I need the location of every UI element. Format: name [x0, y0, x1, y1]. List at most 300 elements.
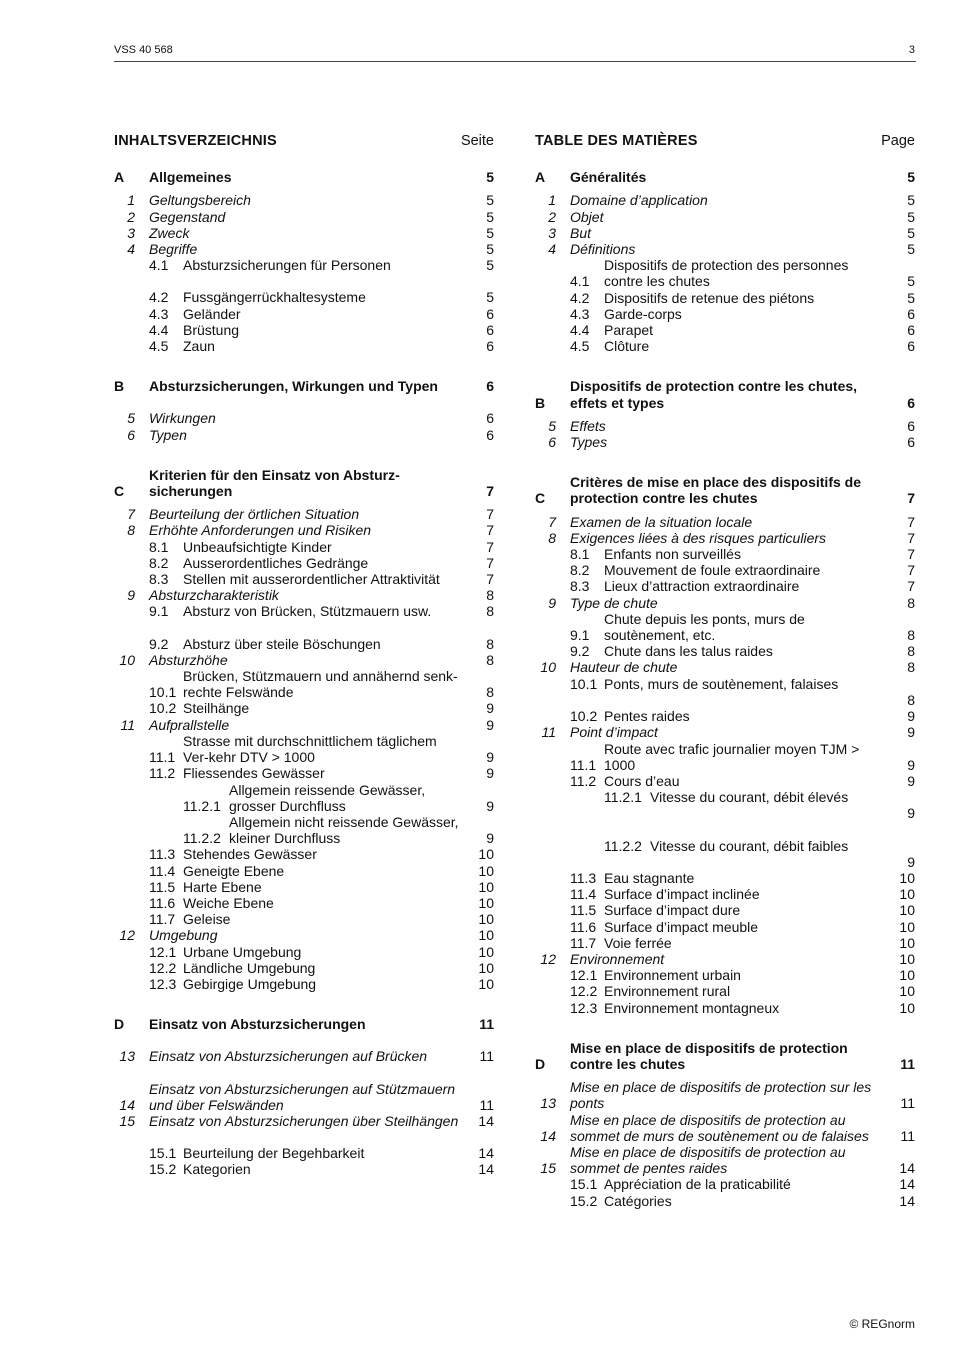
toc-entry-page: 10 — [899, 950, 915, 967]
toc-entry-page: 5 — [907, 192, 915, 209]
toc-entry — [535, 595, 915, 611]
toc-entry-title: Erhöhte Anforderungen und Risiken — [149, 522, 372, 539]
toc-entry-title: Begriffe — [149, 241, 198, 258]
toc-entry — [535, 741, 915, 773]
toc-entry-title: Brüstung — [183, 321, 240, 338]
toc-entry-page: 6 — [486, 426, 494, 443]
toc-entry-title: Environnement montagneux — [604, 999, 780, 1016]
toc-section-title: Allgemeines — [149, 169, 232, 186]
toc-entry-page: 8 — [486, 635, 494, 652]
toc-entry-number: 4.5 — [570, 338, 590, 355]
toc-spacer — [114, 185, 494, 192]
toc-entry-title: Geländer — [183, 305, 241, 322]
toc-entry — [114, 257, 494, 273]
toc-entry-page: 10 — [899, 967, 915, 984]
toc-spacer — [535, 354, 915, 378]
toc-entry-title: Catégories — [604, 1192, 672, 1209]
toc-entry — [114, 1161, 494, 1177]
toc-section-letter: C — [535, 490, 546, 507]
toc-entry-number: 8 — [127, 522, 135, 539]
toc-entry-title: Absturzsicherungen für Personen — [183, 257, 391, 274]
toc-spacer — [114, 1129, 494, 1145]
toc-entry-page: 10 — [478, 846, 494, 863]
toc-entry-title: Environnement rural — [604, 983, 731, 1000]
toc-entry-page: 8 — [907, 627, 915, 644]
toc-entry — [535, 418, 915, 434]
toc-entry — [114, 522, 494, 538]
toc-section-letter: B — [114, 378, 125, 395]
toc-entry — [114, 539, 494, 555]
toc-entry-page: 6 — [486, 321, 494, 338]
toc-entry-number: 4.3 — [570, 305, 590, 322]
toc-section — [535, 378, 915, 410]
toc-entry-title: Surface d’impact inclinée — [604, 886, 760, 903]
document-number: VSS 40 568 — [114, 44, 173, 56]
toc-entry-number: 11 — [120, 716, 135, 733]
toc-entry-number: 3 — [127, 224, 135, 241]
toc-entry-number: 10 — [119, 651, 135, 668]
toc-entry-page: 9 — [486, 830, 494, 847]
toc-entry-page: 6 — [907, 338, 915, 355]
toc-entry-number: 11.2 — [149, 765, 176, 782]
toc-entry — [114, 976, 494, 992]
toc-entry-page: 5 — [907, 169, 915, 186]
toc-entry-page: 7 — [486, 571, 494, 588]
toc-entry-number: 11.3 — [570, 869, 597, 886]
toc-entry-page: 5 — [486, 241, 494, 258]
toc-entry-title: Absturz von Brücken, Stützmauern usw. — [183, 603, 432, 620]
toc-german — [114, 133, 494, 1178]
toc-entry-number: 11.2.2 — [604, 837, 642, 854]
toc-entry-number: 7 — [548, 513, 556, 530]
toc-entry-number: 10 — [540, 659, 556, 676]
toc-entry-title: Gebirgige Umgebung — [183, 975, 317, 992]
toc-section — [114, 1016, 494, 1032]
toc-entry-number: 8.3 — [149, 571, 169, 588]
toc-entry-number: 6 — [127, 426, 135, 443]
toc-entry — [114, 192, 494, 208]
toc-entry-number: 8.3 — [570, 578, 590, 595]
toc-entry-page: 11 — [900, 1127, 915, 1144]
toc-entry-page: 7 — [907, 562, 915, 579]
toc-section-letter: D — [535, 1055, 546, 1072]
toc-entry — [535, 1176, 915, 1192]
toc-entry — [114, 733, 494, 765]
toc-entry-title: Domaine d’application — [570, 192, 708, 209]
toc-entry-page: 6 — [486, 410, 494, 427]
toc-spacer — [535, 450, 915, 474]
toc-entry-page: 5 — [907, 208, 915, 225]
toc-entry-page: 8 — [907, 643, 915, 660]
toc-entry-title: Einsatz von Absturzsicherungen über Steilhängen — [149, 1112, 459, 1129]
toc-entry-page: 10 — [478, 894, 494, 911]
toc-french-entries — [535, 169, 915, 1209]
toc-entry-title: Mise en place de dispositifs de protection sur les ponts — [570, 1079, 872, 1112]
toc-entry-title: Voie ferrée — [604, 934, 672, 951]
toc-entry — [535, 578, 915, 594]
toc-entry-page: 5 — [486, 192, 494, 209]
toc-entry-page: 5 — [907, 289, 915, 306]
toc-entry-title: Brücken, Stützmauern und annähernd senk-rechte Felswände — [183, 668, 458, 701]
toc-entry-title: Steilhänge — [183, 700, 250, 717]
toc-entry-page: 5 — [907, 224, 915, 241]
toc-entry-page: 9 — [486, 765, 494, 782]
toc-entry — [535, 434, 915, 450]
toc-entry-page: 14 — [478, 1112, 494, 1129]
toc-entry-title: Beurteilung der örtlichen Situation — [149, 506, 360, 523]
toc-entry-number: 7 — [127, 506, 135, 523]
toc-entry — [114, 846, 494, 862]
toc-entry-title: Objet — [570, 208, 604, 225]
toc-spacer — [535, 1016, 915, 1040]
toc-entry-number: 12.3 — [149, 975, 177, 992]
toc-entry — [535, 951, 915, 967]
toc-entry — [535, 322, 915, 338]
toc-entry-number: 15.2 — [149, 1161, 177, 1178]
toc-entry-title: Gegenstand — [149, 208, 226, 225]
toc-entry-page: 9 — [486, 716, 494, 733]
toc-entry-page: 9 — [486, 797, 494, 814]
toc-entry-page: 10 — [478, 927, 494, 944]
toc-french-title: TABLE DES MATIÈRES — [535, 133, 698, 149]
toc-entry-title: Eau stagnante — [604, 869, 695, 886]
toc-french-heading — [535, 133, 915, 149]
toc-german-title: INHALTSVERZEICHNIS — [114, 133, 277, 149]
toc-entry-number: 10.1 — [149, 684, 177, 701]
toc-entry-page: 6 — [486, 305, 494, 322]
toc-entry-title: Vitesse du courant, débit faibles — [650, 837, 849, 854]
toc-entry-page: 10 — [899, 918, 915, 935]
toc-entry-page: 14 — [899, 1176, 915, 1193]
toc-entry-number: 10.2 — [570, 708, 598, 725]
toc-entry-number: 4.4 — [149, 321, 169, 338]
toc-entry — [535, 902, 915, 918]
toc-entry — [535, 241, 915, 257]
toc-spacer — [114, 1065, 494, 1081]
toc-entry-title: Chute dans les talus raides — [604, 643, 773, 660]
toc-spacer — [114, 354, 494, 378]
toc-entry — [535, 1112, 915, 1144]
toc-entry-page: 14 — [478, 1161, 494, 1178]
toc-entry-number: 1 — [548, 192, 556, 209]
toc-entry-number: 8 — [548, 529, 556, 546]
toc-entry — [535, 225, 915, 241]
toc-section-title: Kriterien für den Einsatz von Absturz-sicherungen — [149, 466, 400, 500]
toc-entry-page: 10 — [899, 999, 915, 1016]
toc-entry — [114, 241, 494, 257]
toc-entry — [114, 863, 494, 879]
toc-entry-number: 11.2.1 — [183, 797, 221, 814]
toc-spacer — [535, 411, 915, 418]
toc-entry-number: 9.1 — [570, 627, 590, 644]
toc-section-title: Mise en place de dispositifs de protection contre les chutes — [570, 1039, 848, 1072]
toc-entry-page: 11 — [900, 1095, 915, 1112]
toc-entry-page: 10 — [478, 943, 494, 960]
toc-entry-page: 9 — [907, 772, 915, 789]
toc-section — [535, 1040, 915, 1072]
toc-entry-page: 5 — [486, 289, 494, 306]
toc-entry-title: Environnement urbain — [604, 967, 741, 984]
toc-entry-page: 8 — [486, 684, 494, 701]
toc-entry-title: Mouvement de foule extraordinaire — [604, 562, 821, 579]
toc-spacer — [114, 273, 494, 289]
toc-section-title: Généralités — [570, 169, 647, 186]
toc-entry — [114, 717, 494, 733]
toc-entry-page: 6 — [907, 417, 915, 434]
toc-entry-title: Mise en place de dispositifs de protection au sommet de pentes raides — [570, 1143, 846, 1177]
toc-entry-number: 12 — [540, 950, 556, 967]
toc-entry — [114, 225, 494, 241]
toc-entry-number: 3 — [548, 224, 556, 241]
toc-entry-page: 8 — [907, 691, 915, 708]
toc-entry-number: 4.2 — [570, 289, 590, 306]
toc-entry-page: 10 — [899, 886, 915, 903]
toc-entry-page: 5 — [486, 224, 494, 241]
toc-entry — [114, 895, 494, 911]
toc-entry-page: 10 — [478, 911, 494, 928]
toc-entry-title: Surface d’impact dure — [604, 902, 741, 919]
toc-entry — [114, 209, 494, 225]
toc-entry-title: Route avec trafic journalier moyen TJM > 1000 — [604, 740, 860, 773]
toc-entry — [535, 611, 915, 643]
toc-entry — [114, 506, 494, 522]
toc-entry-number: 12.2 — [149, 959, 177, 976]
toc-entry — [535, 886, 915, 902]
toc-entry-title: Einsatz von Absturzsicherungen auf Brücken — [149, 1048, 428, 1065]
toc-section-letter: A — [535, 169, 546, 186]
toc-entry-number: 11.2 — [570, 772, 597, 789]
toc-entry-number: 15.1 — [570, 1176, 598, 1193]
toc-entry — [114, 555, 494, 571]
toc-entry-title: Point d’impact — [570, 724, 658, 741]
toc-entry-number: 11 — [541, 724, 556, 741]
toc-entry-title: Wirkungen — [149, 410, 216, 427]
toc-section-letter: D — [114, 1016, 125, 1033]
toc-entry-page: 11 — [479, 1048, 494, 1065]
toc-section-letter: A — [114, 169, 125, 186]
header-rule — [114, 61, 916, 62]
toc-entry — [535, 562, 915, 578]
toc-entry-number: 11.7 — [570, 934, 597, 951]
toc-entry — [535, 773, 915, 789]
toc-entry — [535, 838, 915, 854]
toc-entry — [535, 724, 915, 740]
toc-entry-title: Absturz über steile Böschungen — [183, 635, 381, 652]
toc-entry-page: 14 — [478, 1145, 494, 1162]
toc-section-title: Absturzsicherungen, Wirkungen und Typen — [149, 378, 438, 395]
toc-entry-page: 6 — [907, 394, 915, 411]
toc-entry — [114, 427, 494, 443]
toc-entry-page: 10 — [478, 959, 494, 976]
toc-entry — [114, 700, 494, 716]
toc-entry-number: 13 — [540, 1095, 556, 1112]
toc-entry-page: 5 — [486, 208, 494, 225]
toc-entry-number: 8.1 — [149, 538, 169, 555]
toc-spacer — [114, 394, 494, 410]
toc-section — [114, 378, 494, 394]
toc-entry-title: Définitions — [570, 241, 636, 258]
toc-french-page-label: Page — [881, 133, 915, 149]
toc-entry-title: But — [570, 224, 592, 241]
toc-entry-title: Urbane Umgebung — [183, 943, 302, 960]
toc-entry-number: 12.1 — [149, 943, 177, 960]
toc-entry-title: Kategorien — [183, 1161, 251, 1178]
toc-entry — [114, 1113, 494, 1129]
toc-entry-title: Examen de la situation locale — [570, 513, 753, 530]
toc-entry — [535, 1079, 915, 1111]
toc-spacer — [114, 620, 494, 636]
toc-entry-title: Chute depuis les ponts, murs de soutènement, etc. — [604, 610, 805, 644]
toc-entry-number: 13 — [119, 1048, 135, 1065]
toc-entry-title: Clôture — [604, 338, 650, 355]
toc-entry-number: 2 — [127, 208, 135, 225]
toc-spacer — [535, 507, 915, 514]
toc-entry — [114, 668, 494, 700]
toc-spacer — [114, 499, 494, 506]
toc-entry-page: 6 — [907, 305, 915, 322]
toc-entry-number: 14 — [119, 1096, 135, 1113]
toc-entry-title: Stehendes Gewässer — [183, 846, 317, 863]
toc-entry-title: Geltungsbereich — [149, 192, 251, 209]
toc-entry-page: 11 — [479, 1096, 494, 1113]
toc-entry-page: 9 — [907, 853, 915, 870]
toc-entry-number: 9.2 — [570, 643, 590, 660]
toc-entry — [114, 879, 494, 895]
toc-entry-number: 12.1 — [570, 967, 598, 984]
toc-entry-number: 15.2 — [570, 1192, 598, 1209]
toc-entry-title: Unbeaufsichtigte Kinder — [183, 538, 332, 555]
toc-section-title: Critères de mise en place des dispositifs de protection contre les chutes — [570, 474, 861, 507]
toc-entry — [114, 782, 494, 814]
toc-entry — [535, 192, 915, 208]
toc-entry — [535, 643, 915, 659]
toc-section-letter: C — [114, 483, 125, 500]
toc-entry-number: 10.2 — [149, 700, 177, 717]
toc-entry-page: 14 — [899, 1160, 915, 1177]
toc-entry-title: Stellen mit ausserordentlicher Attraktivität — [183, 571, 440, 588]
toc-entry-title: Surface d’impact meuble — [604, 918, 759, 935]
toc-entry-page: 10 — [899, 902, 915, 919]
toc-section — [114, 467, 494, 499]
toc-entry-page: 7 — [486, 522, 494, 539]
toc-entry-title: Hauteur de chute — [570, 659, 678, 676]
toc-entry — [114, 587, 494, 603]
toc-section — [114, 169, 494, 185]
toc-entry-title: Garde-corps — [604, 305, 682, 322]
toc-entry-page: 11 — [900, 1055, 915, 1072]
toc-entry — [535, 530, 915, 546]
toc-entry — [535, 983, 915, 999]
toc-entry — [535, 257, 915, 289]
toc-entry-number: 11.5 — [570, 902, 597, 919]
toc-entry-number: 4 — [548, 241, 556, 258]
toc-entry — [114, 652, 494, 668]
toc-section-title: Einsatz von Absturzsicherungen — [149, 1016, 366, 1033]
toc-entry — [535, 338, 915, 354]
copyright-notice: © REGnorm — [849, 1317, 915, 1331]
toc-spacer — [535, 185, 915, 192]
toc-entry-title: Absturzcharakteristik — [149, 587, 279, 604]
toc-entry-title: Harte Ebene — [183, 878, 262, 895]
toc-entry-title: Aufprallstelle — [149, 716, 230, 733]
toc-entry-number: 11.4 — [149, 862, 176, 879]
toc-entry — [535, 514, 915, 530]
toc-entry-title: Einsatz von Absturzsicherungen auf Stützmauern und über Felswänden — [149, 1080, 456, 1113]
toc-entry-number: 1 — [127, 192, 135, 209]
toc-entry-title: Ponts, murs de soutènement, falaises — [604, 675, 839, 692]
toc-entry — [114, 1145, 494, 1161]
toc-entry-number: 11.5 — [149, 878, 176, 895]
toc-entry-title: Exigences liées à des risques particuliers — [570, 529, 827, 546]
toc-entry — [114, 1048, 494, 1064]
toc-entry-title: Enfants non surveillés — [604, 546, 741, 563]
toc-section — [535, 169, 915, 185]
toc-entry — [114, 289, 494, 305]
toc-entry-number: 4.1 — [149, 257, 169, 274]
toc-entry-number: 8.2 — [570, 562, 590, 579]
toc-entry — [114, 1081, 494, 1113]
toc-entry-title: Strasse mit durchschnittlichem täglichem Ver-kehr DTV > 1000 — [183, 732, 437, 766]
toc-entry-number: 15 — [540, 1160, 556, 1177]
toc-entry — [535, 935, 915, 951]
toc-entry-page: 7 — [486, 483, 494, 500]
toc-entry-page: 8 — [486, 603, 494, 620]
toc-entry-number: 11.1 — [149, 749, 176, 766]
toc-german-heading — [114, 133, 494, 149]
toc-entry-number: 11.1 — [570, 756, 597, 773]
toc-entry — [114, 911, 494, 927]
toc-entry-number: 11.7 — [149, 911, 176, 928]
toc-entry — [535, 692, 915, 708]
toc-entry-page: 8 — [486, 651, 494, 668]
toc-entry-title: Mise en place de dispositifs de protection au sommet de murs de soutènement ou de falaises — [570, 1111, 869, 1144]
toc-entry-page: 14 — [899, 1192, 915, 1209]
toc-entry-number: 4 — [127, 241, 135, 258]
toc-entry-page: 5 — [907, 241, 915, 258]
toc-entry-page: 8 — [907, 659, 915, 676]
toc-entry-page: 9 — [486, 749, 494, 766]
toc-entry-number: 15 — [119, 1112, 135, 1129]
toc-entry-title: Appréciation de la praticabilité — [604, 1176, 791, 1193]
toc-entry — [535, 708, 915, 724]
toc-entry-number: 11.2.1 — [604, 789, 642, 806]
toc-french — [535, 133, 915, 1209]
toc-section-title: Dispositifs de protection contre les chutes, effets et types — [570, 378, 858, 411]
toc-entry-page: 8 — [907, 594, 915, 611]
toc-entry-number: 4.4 — [570, 322, 590, 339]
toc-spacer — [114, 1032, 494, 1048]
toc-entry — [535, 870, 915, 886]
toc-entry — [535, 1144, 915, 1176]
toc-entry-title: Dispositifs de retenue des piétons — [604, 289, 815, 306]
toc-entry-page: 7 — [907, 546, 915, 563]
toc-spacer — [114, 443, 494, 467]
toc-entry-number: 4.2 — [149, 289, 169, 306]
toc-entry-title: Geleise — [183, 911, 231, 928]
toc-entry-title: Types — [570, 434, 608, 451]
toc-entry-title: Pentes raides — [604, 708, 690, 725]
toc-entry-number: 2 — [548, 208, 556, 225]
toc-entry — [535, 789, 915, 805]
toc-entry — [114, 927, 494, 943]
toc-entry-number: 12 — [119, 927, 135, 944]
toc-entry — [114, 960, 494, 976]
toc-entry-page: 10 — [899, 983, 915, 1000]
toc-entry-page: 7 — [907, 578, 915, 595]
toc-entry — [114, 765, 494, 781]
toc-entry-page: 7 — [486, 538, 494, 555]
toc-entry-page: 6 — [907, 434, 915, 451]
